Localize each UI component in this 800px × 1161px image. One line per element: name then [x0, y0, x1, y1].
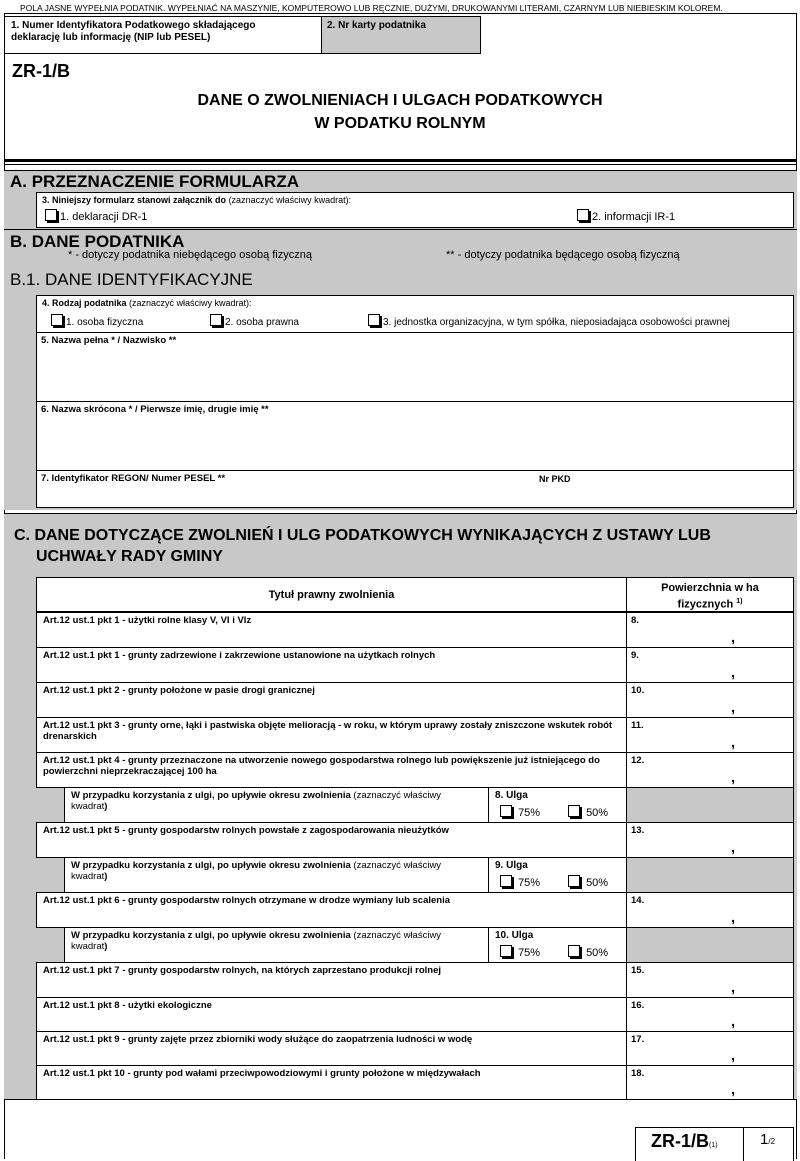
ulga-text: [71, 790, 441, 812]
ulga-75-option[interactable]: [500, 875, 540, 889]
row-title: Art.12 ust.1 pkt 9 - grunty zajęte przez zbiorniki wody służące do zaopatrzenia ludności w wodę: [43, 1034, 473, 1045]
ulga-gray-cell: [626, 857, 794, 893]
area-input[interactable]: [626, 892, 794, 928]
field4-label: 4. Rodzaj podatnika: [42, 298, 127, 308]
area-input[interactable]: [626, 647, 794, 683]
table-row: [36, 1031, 627, 1066]
table-row: [36, 682, 627, 718]
footer-page: 1: [760, 1131, 769, 1148]
ulga-gray-cell: [626, 927, 794, 963]
decimal-comma: ,: [731, 734, 735, 750]
field6-box[interactable]: [36, 401, 794, 471]
row-title: Art.12 ust.1 pkt 3 - grunty orne, łąki i pastwiska objęte melioracją - w roku, w którym uprawy zostały zniszczone wskutek robót drenarskich: [43, 720, 613, 742]
col-title: Tytuł prawny zwolnienia: [268, 589, 395, 601]
table-row: [36, 892, 627, 928]
ulga-row: [64, 787, 489, 823]
field-number: 9.: [631, 650, 639, 661]
ulga-choice: [488, 787, 627, 823]
ulga-text-paren: ): [104, 871, 108, 882]
decimal-comma: ,: [731, 1081, 735, 1097]
ulga-text: [71, 930, 441, 952]
option-unit[interactable]: [368, 314, 730, 328]
decimal-comma: ,: [731, 629, 735, 645]
field3-label: 3. Niniejszy formularz stanowi załącznik do: [42, 195, 227, 205]
table-row: [36, 647, 627, 683]
nip-field[interactable]: [4, 16, 322, 54]
b1-title: B.1. DANE IDENTYFIKACYJNE: [10, 270, 253, 289]
ulga-50-option[interactable]: [568, 945, 608, 959]
option-dr1[interactable]: [45, 209, 147, 223]
ulga-text-hint: (zaznaczyć właściwy: [350, 860, 442, 871]
option-legal[interactable]: [210, 314, 299, 328]
ulga-75-option[interactable]: [500, 945, 540, 959]
area-input[interactable]: [626, 962, 794, 998]
ulga-50-option[interactable]: [568, 875, 608, 889]
ulga-text-hint: (zaznaczyć właściwy: [350, 790, 442, 801]
field7-label: 7. Identyfikator REGON/ Numer PESEL **: [41, 473, 226, 484]
row-title: Art.12 ust.1 pkt 8 - użytki ekologiczne: [43, 1000, 212, 1011]
ulga-text-bold: W przypadku korzystania z ulgi, po upływie okresu zwolnienia: [71, 930, 351, 941]
option-physical-label: 1. osoba fizyczna: [66, 317, 144, 328]
ulga-50-label: 50%: [586, 947, 609, 959]
ulga-choice: [488, 857, 627, 893]
ulga-row: [64, 927, 489, 963]
area-input[interactable]: [626, 682, 794, 718]
row-title: Art.12 ust.1 pkt 1 - użytki rolne klasy V, VI i VIz: [43, 615, 252, 626]
field-number: 10.: [631, 685, 645, 696]
table-row: [36, 1065, 627, 1100]
field-number: 11.: [631, 720, 644, 731]
footer-form-sub: (1): [709, 1142, 718, 1149]
nip-label-line1: 1. Numer Identyfikatora Podatkowego składającego: [11, 20, 256, 31]
table-row: [36, 752, 627, 788]
section-c-title-line2: UCHWAŁY RADY GMINY: [36, 548, 223, 565]
decimal-comma: ,: [731, 839, 735, 855]
area-input[interactable]: [626, 822, 794, 858]
ulga-text: [71, 860, 441, 882]
separator-thin: [4, 164, 797, 165]
field-number: 15.: [631, 965, 645, 976]
top-notice: POLA JASNE WYPEŁNIA PODATNIK. WYPEŁNIAĆ NA MASZYNIE, KOMPUTEROWO LUB RĘCZNIE, DUŻYMI, DRUKOWANYMI LITERAMI, CZARNYM LUB NIEBIESKIM KOLOREM.: [20, 3, 723, 13]
checkbox-icon[interactable]: [500, 875, 512, 887]
footer-divider: [743, 1127, 744, 1161]
checkbox-icon[interactable]: [577, 209, 589, 221]
field-number: 17.: [631, 1034, 645, 1045]
checkbox-icon[interactable]: [500, 805, 512, 817]
note-physical: ** - dotyczy podatnika będącego osobą fizyczną: [446, 249, 680, 261]
row-title: Art.12 ust.1 pkt 4 - grunty przeznaczone na utworzenie nowego gospodarstwa rolnego lub powiększenie już istniejącego do powierzchni nieprzekraczającej 100 ha: [43, 755, 600, 777]
ulga-75-label: 75%: [518, 947, 541, 959]
row-title: Art.12 ust.1 pkt 5 - grunty gospodarstw rolnych powstałe z zagospodarowania nieużytków: [43, 825, 449, 836]
checkbox-icon[interactable]: [500, 945, 512, 957]
col-area-line1: Powierzchnia w ha: [661, 582, 759, 594]
section-c-title-line1: C. DANE DOTYCZĄCE ZWOLNIEŃ I ULG PODATKOWYCH WYNIKAJĄCYCH Z USTAWY LUB: [14, 527, 711, 544]
ulga-row: [64, 857, 489, 893]
area-input[interactable]: [626, 1065, 794, 1100]
field4-box: [36, 295, 794, 333]
row-title: Art.12 ust.1 pkt 6 - grunty gospodarstw rolnych otrzymane w drodze wymiany lub scalenia: [43, 895, 451, 906]
decimal-comma: ,: [731, 1013, 735, 1029]
table-row: [36, 997, 627, 1032]
ulga-text-paren: ): [104, 801, 108, 812]
row-title: Art.12 ust.1 pkt 1 - grunty zadrzewione i zakrzewione ustanowione na użytkach rolnych: [43, 650, 436, 661]
ulga-75-label: 75%: [518, 877, 541, 889]
field5-box[interactable]: [36, 332, 794, 402]
field-number: 13.: [631, 825, 645, 836]
field3-hint: (zaznaczyć właściwy kwadrat):: [226, 195, 352, 205]
pkd-label: Nr PKD: [539, 474, 571, 484]
table-row: [36, 717, 627, 753]
field-number: 12.: [631, 755, 645, 766]
area-input[interactable]: [626, 752, 794, 788]
field-number: 14.: [631, 895, 645, 906]
ulga-text-paren: ): [104, 941, 108, 952]
separator: [4, 159, 797, 162]
option-ir1-label: 2. informacji IR-1: [592, 211, 676, 223]
table-header-title: [36, 577, 627, 612]
ulga-label: 10. Ulga: [495, 930, 534, 941]
decimal-comma: ,: [731, 664, 735, 680]
decimal-comma: ,: [731, 699, 735, 715]
field-number: 16.: [631, 1000, 645, 1011]
row-title: Art.12 ust.1 pkt 7 - grunty gospodarstw rolnych, na których zaprzestano produkcji rolnej: [43, 965, 442, 976]
ulga-choice: [488, 927, 627, 963]
checkbox-icon[interactable]: [45, 209, 57, 221]
page-title-line2: W PODATKU ROLNYM: [314, 115, 486, 132]
ulga-50-label: 50%: [586, 877, 609, 889]
checkbox-icon[interactable]: [568, 805, 580, 817]
section-b-title: B. DANE PODATNIKA: [10, 232, 185, 251]
ulga-75-label: 75%: [518, 807, 541, 819]
taxpayer-card-label: 2. Nr karty podatnika: [327, 20, 426, 31]
page-title-line1: DANE O ZWOLNIENIACH I ULGACH PODATKOWYCH: [197, 92, 603, 109]
option-dr1-label: 1. deklaracji DR-1: [60, 211, 148, 223]
area-input[interactable]: [626, 1031, 794, 1066]
field4-hint: (zaznaczyć właściwy kwadrat):: [126, 298, 252, 308]
field-number: 8.: [631, 615, 639, 626]
field-number: 18.: [631, 1068, 645, 1079]
area-input[interactable]: [626, 612, 794, 648]
section-a-title: A. PRZEZNACZENIE FORMULARZA: [10, 172, 299, 191]
field7-box[interactable]: [36, 470, 794, 508]
ulga-50-option[interactable]: [568, 805, 608, 819]
note-non-physical: * - dotyczy podatnika niebędącego osobą fizyczną: [68, 249, 312, 261]
option-unit-label: 3. jednostka organizacyjna, w tym spółka, nieposiadająca osobowości prawnej: [383, 317, 730, 328]
form-code: ZR-1/B: [12, 61, 70, 81]
table-header-area: [626, 577, 794, 612]
option-physical[interactable]: [51, 314, 143, 328]
checkbox-icon[interactable]: [51, 314, 63, 326]
table-row: [36, 612, 627, 648]
ulga-label: 9. Ulga: [495, 860, 528, 871]
footer-form-code: ZR-1/B: [651, 1131, 709, 1151]
ulga-text-hint2: kwadrat: [71, 871, 105, 882]
exemptions-table: [36, 577, 794, 1099]
nip-label-line2: deklarację lub informację (NIP lub PESEL): [11, 32, 211, 43]
ulga-gray-cell: [626, 787, 794, 823]
ulga-50-label: 50%: [586, 807, 609, 819]
taxpayer-card-field[interactable]: [321, 16, 481, 54]
area-input[interactable]: [626, 717, 794, 753]
checkbox-icon[interactable]: [210, 314, 222, 326]
checkbox-icon[interactable]: [568, 875, 580, 887]
area-input[interactable]: [626, 997, 794, 1032]
ulga-text-bold: W przypadku korzystania z ulgi, po upływie okresu zwolnienia: [71, 860, 351, 871]
ulga-text-bold: W przypadku korzystania z ulgi, po upływie okresu zwolnienia: [71, 790, 351, 801]
field5-label: 5. Nazwa pełna * / Nazwisko **: [41, 335, 177, 346]
decimal-comma: ,: [731, 1047, 735, 1063]
ulga-text-hint2: kwadrat: [71, 801, 105, 812]
option-legal-label: 2. osoba prawna: [225, 317, 299, 328]
ulga-text-hint: (zaznaczyć właściwy: [350, 930, 442, 941]
table-row: [36, 962, 627, 998]
field6-label: 6. Nazwa skrócona * / Pierwsze imię, drugie imię **: [41, 404, 269, 415]
ulga-text-hint2: kwadrat: [71, 941, 105, 952]
decimal-comma: ,: [731, 909, 735, 925]
ulga-label: 8. Ulga: [495, 790, 528, 801]
col-area-footnote: 1): [736, 598, 743, 605]
col-area-line2: fizycznych: [677, 598, 734, 611]
ulga-75-option[interactable]: [500, 805, 540, 819]
row-title: Art.12 ust.1 pkt 10 - grunty pod wałami przeciwpowodziowymi i grunty położone w międzywałach: [43, 1068, 481, 1079]
row-title: Art.12 ust.1 pkt 2 - grunty położone w pasie drogi granicznej: [43, 685, 315, 696]
decimal-comma: ,: [731, 769, 735, 785]
option-ir1[interactable]: [577, 209, 675, 223]
decimal-comma: ,: [731, 979, 735, 995]
checkbox-icon[interactable]: [568, 945, 580, 957]
footer-page-total: /2: [768, 1137, 776, 1146]
checkbox-icon[interactable]: [368, 314, 380, 326]
table-row: [36, 822, 627, 858]
field3-box: [36, 192, 794, 228]
